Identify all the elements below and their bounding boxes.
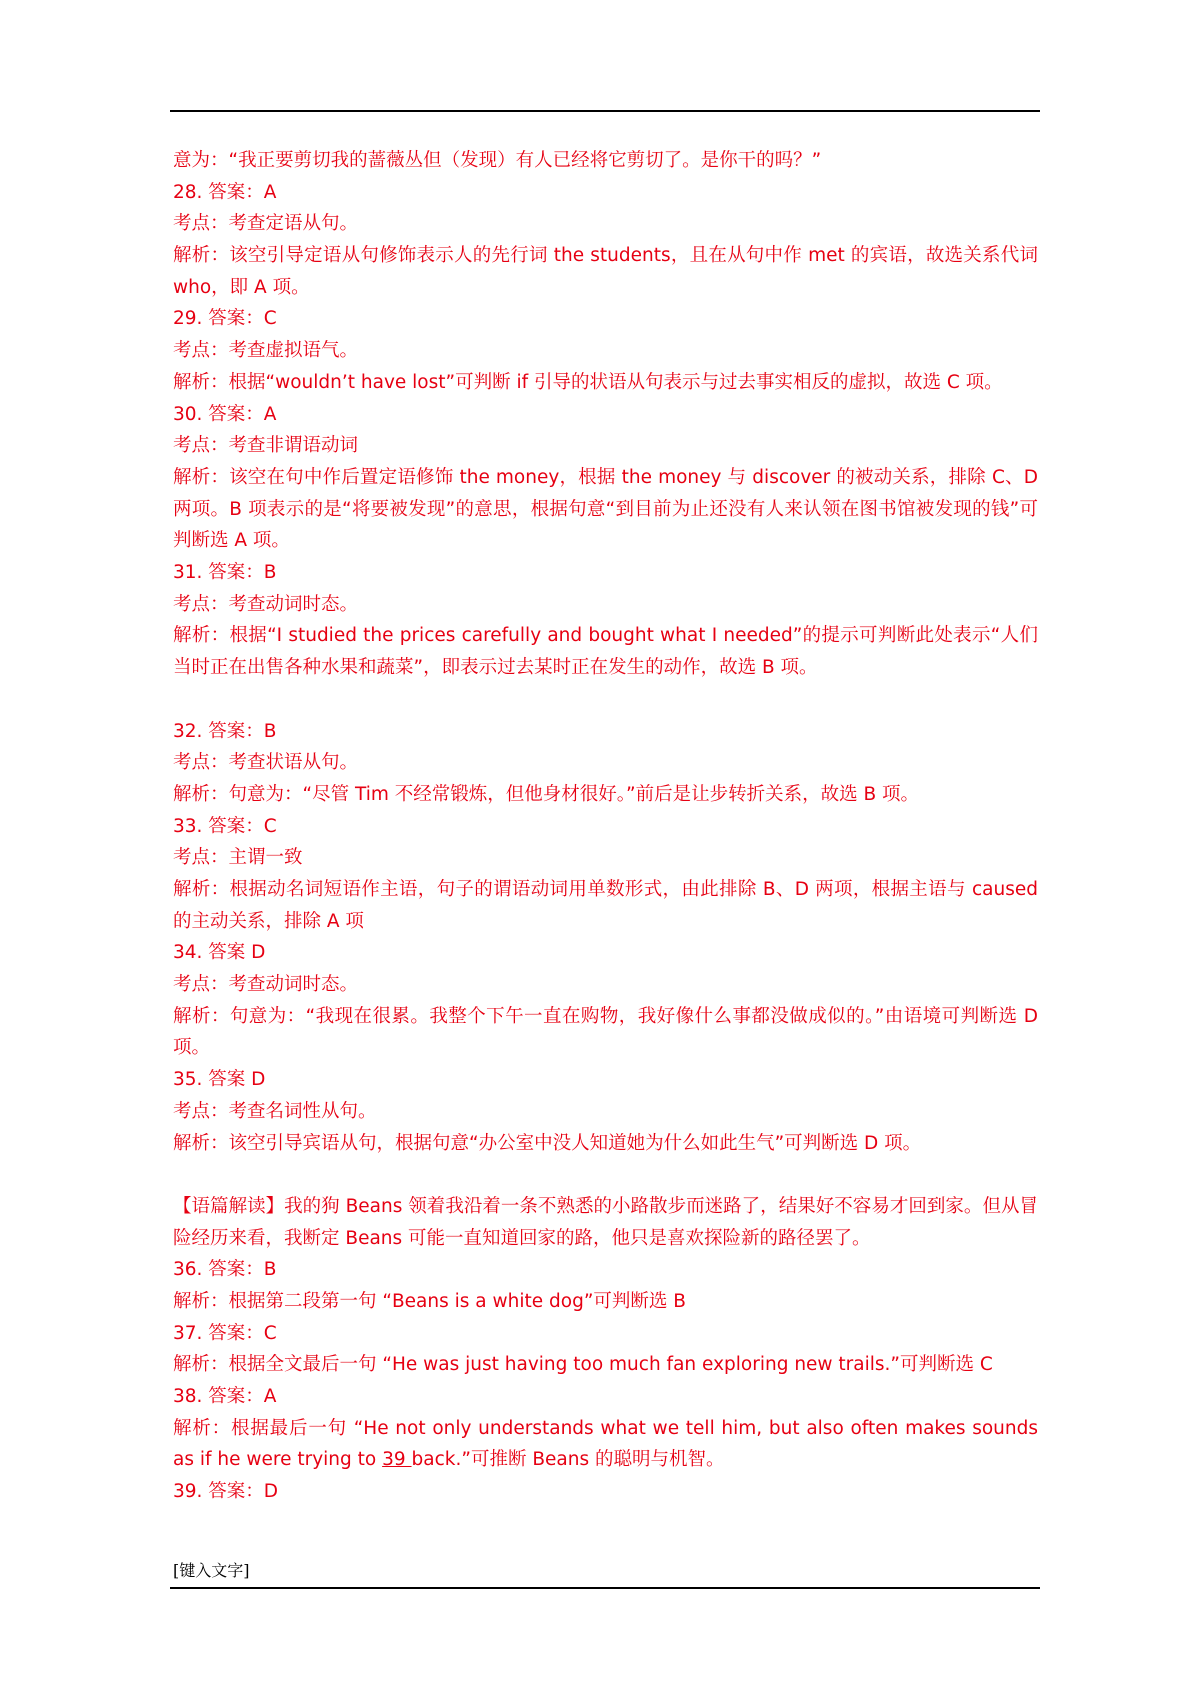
analysis-line: 解析：根据“wouldn’t have lost”可判断 if 引导的状语从句表示与过去事实相反的虚拟，故选 C 项。 [173, 371, 1003, 393]
analysis-line: 解析：句意为：“我现在很累。我整个下午一直在购物，我好像什么事都没做成似的。”由语境可判断选 D 项。 [173, 1005, 1038, 1059]
answer-line: 32. 答案：B [173, 720, 277, 742]
footer-rule [170, 1587, 1040, 1589]
analysis-line: 解析：句意为：“尽管 Tim 不经常锻炼，但他身材很好。”前后是让步转折关系，故选 B 项。 [173, 783, 920, 805]
answer-line: 39. 答案：D [173, 1481, 279, 1503]
analysis-line [173, 1413, 1038, 1476]
analysis-line: 解析：该空引导定语从句修饰表示人的先行词 the students，且在从句中作 met 的宾语，故选关系代词 who，即 A 项。 [173, 245, 1038, 298]
blank-39: 39 [382, 1449, 412, 1471]
topic-line: 考点：考查名词性从句。 [173, 1100, 377, 1122]
answer-line: 37. 答案：C [173, 1322, 277, 1344]
spacer [173, 684, 1038, 716]
analysis-line: 解析：该空在句中作后置定语修饰 the money，根据 the money 与 discover 的被动关系，排除 C、D 两项。B 项表示的是“将要被发现”的意思，根据句意“到目前为止还没有人来认领在图书馆被发现的钱”可判断选 A 项。 [173, 466, 1038, 552]
answer-line: 31. 答案：B [173, 562, 277, 584]
topic-line: 考点：考查定语从句。 [173, 213, 359, 235]
analysis-line: 解析：该空引导宾语从句，根据句意“办公室中没人知道她为什么如此生气”可判断选 D 项。 [173, 1132, 922, 1154]
topic-line: 考点：考查非谓语动词 [173, 435, 359, 457]
analysis-line: 解析：根据全文最后一句 “He was just having too much fan exploring new trails.”可判断选 C [173, 1354, 993, 1376]
topic-line: 考点：主谓一致 [173, 847, 303, 869]
answer-line: 35. 答案 D [173, 1069, 266, 1091]
spacer [173, 1159, 1038, 1191]
answer-explanations [173, 145, 1038, 1508]
header-rule [170, 110, 1040, 112]
analysis-text: back.”可推断 Beans 的聪明与机智。 [411, 1449, 725, 1471]
analysis-text: 解析：根据最后一句 “He not only understands what we tell him, but also often makes sounds as if he were trying to [173, 1417, 1038, 1471]
answer-line: 36. 答案：B [173, 1259, 277, 1281]
analysis-line: 解析：根据动名词短语作主语，句子的谓语动词用单数形式，由此排除 B、D 两项，根据主语与 caused 的主动关系，排除 A 项 [173, 878, 1038, 932]
footer-placeholder: [键入文字] [173, 1561, 250, 1580]
answer-line: 29. 答案：C [173, 308, 277, 330]
answer-line: 38. 答案：A [173, 1386, 277, 1408]
topic-line: 考点：考查状语从句。 [173, 752, 359, 774]
answer-line: 34. 答案 D [173, 942, 266, 964]
analysis-line: 解析：根据“I studied the prices carefully and bought what I needed”的提示可判断此处表示“人们当时正在出售各种水果和蔬菜”，即表示过去某时正在发生的动作，故选 B 项。 [173, 625, 1038, 679]
topic-line: 考点：考查虚拟语气。 [173, 340, 359, 362]
answer-line: 33. 答案：C [173, 815, 277, 837]
topic-line: 考点：考查动词时态。 [173, 593, 359, 615]
topic-line: 考点：考查动词时态。 [173, 974, 359, 996]
answer-line: 30. 答案：A [173, 403, 277, 425]
passage-summary: 【语篇解读】我的狗 Beans 领着我沿着一条不熟悉的小路散步而迷路了，结果好不容易才回到家。但从冒险经历来看，我断定 Beans 可能一直知道回家的路，他只是喜欢探险新的路径罢了。 [173, 1195, 1038, 1249]
analysis-line: 解析：根据第二段第一句 “Beans is a white dog”可判断选 B [173, 1291, 686, 1312]
answer-line: 28. 答案：A [173, 181, 277, 203]
text-line: 意为：“我正要剪切我的蔷薇丛但（发现）有人已经将它剪切了。是你干的吗？” [173, 150, 822, 171]
